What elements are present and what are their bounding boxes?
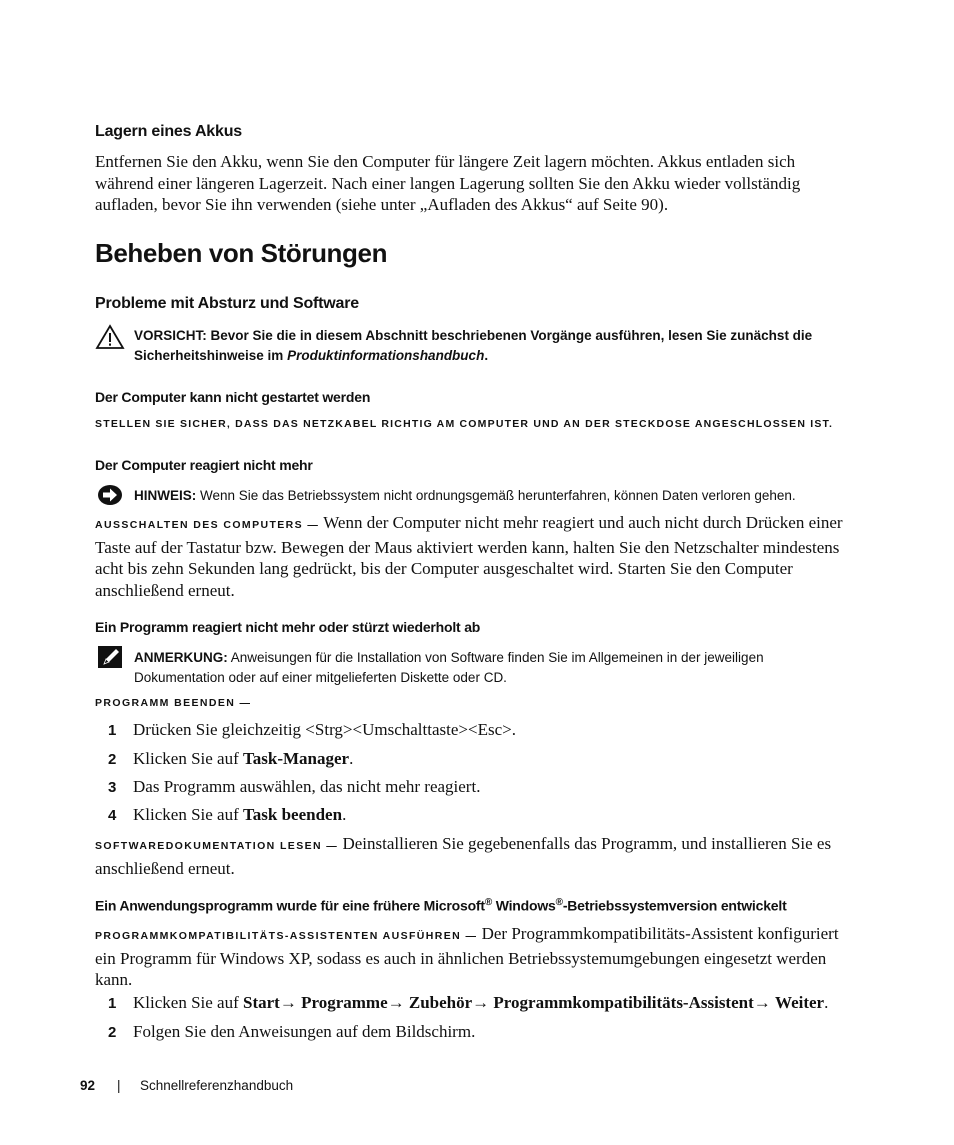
- note-label: ANMERKUNG:: [134, 650, 228, 665]
- step-period: .: [824, 993, 829, 1012]
- warning-triangle-icon: [95, 324, 125, 350]
- task-manager-label: Task-Manager: [243, 749, 350, 768]
- arrow-icon: →: [472, 993, 490, 1012]
- subheading-not-responding: Der Computer reagiert nicht mehr: [95, 457, 313, 473]
- wizard-text: Der Programmkompatibilitäts-Assistent konfiguriert ein Programm für Windows XP, sodass es auch in ähnlichen Betriebssystemumgebungen eingesetzt werden kann.: [95, 924, 839, 989]
- list-item: [0, 720, 954, 742]
- caution-label: VORSICHT:: [134, 328, 207, 343]
- step-period: .: [349, 749, 354, 768]
- note-pencil-icon: [97, 645, 123, 669]
- arrow-icon: →: [387, 993, 405, 1012]
- section-heading-battery-storage: Lagern eines Akkus: [95, 123, 242, 140]
- wizard-label: PROGRAMMKOMPATIBILITÄTS-ASSISTENTEN AUSFÜHREN —: [95, 930, 478, 942]
- menu-path-compat-wizard: Programmkompatibilitäts-Assistent: [493, 993, 754, 1012]
- registered-mark: ®: [555, 897, 563, 908]
- arrow-icon: →: [279, 993, 297, 1012]
- list-item: [0, 993, 954, 1015]
- subheading-no-start: Der Computer kann nicht gestartet werden: [95, 389, 371, 405]
- caution-italic-title: Produktinformationshandbuch: [287, 348, 485, 363]
- step-text: Folgen Sie den Anweisungen auf dem Bildschirm.: [133, 1022, 476, 1041]
- menu-path-accessories: Zubehör: [408, 993, 473, 1012]
- list-item: [0, 1022, 954, 1044]
- compat-heading-windows: Windows: [492, 897, 556, 914]
- no-start-instruction: STELLEN SIE SICHER, DASS DAS NETZKABEL RICHTIG AM COMPUTER UND AN DER STECKDOSE ANGESCHLOSSEN IST.: [95, 418, 834, 430]
- chapter-title: Beheben von Störungen: [95, 238, 388, 268]
- docs-label: SOFTWAREDOKUMENTATION LESEN —: [95, 840, 339, 852]
- compat-paragraph: [95, 923, 855, 991]
- step-text-prefix: Klicken Sie auf: [133, 993, 243, 1012]
- docs-text: Deinstallieren Sie gegebenenfalls das Programm, und installieren Sie es anschließend erneut.: [95, 834, 832, 878]
- step-number: 2: [108, 1024, 117, 1041]
- subheading-compatibility: [95, 897, 915, 914]
- page-number: 92: [80, 1078, 96, 1093]
- footer-separator: |: [117, 1078, 121, 1093]
- step-number: 3: [108, 779, 117, 796]
- section-heading-crash: Probleme mit Absturz und Software: [95, 295, 359, 312]
- step-text-prefix: Klicken Sie auf: [133, 805, 243, 824]
- step-number: 1: [108, 722, 117, 739]
- arrow-icon: →: [753, 993, 771, 1012]
- list-item: [0, 777, 954, 799]
- note-text: Anweisungen für die Installation von Software finden Sie im Allgemeinen in der jeweiligen Dokumentation oder auf einer mitgelieferten Diskette oder CD.: [134, 650, 764, 685]
- registered-mark: ®: [484, 897, 493, 908]
- menu-path-programs: Programme: [301, 993, 388, 1012]
- step-text-prefix: Klicken Sie auf: [133, 749, 243, 768]
- step-text: [133, 993, 828, 1013]
- shutdown-label: AUSSCHALTEN DES COMPUTERS —: [95, 519, 320, 531]
- subheading-program-crash: Ein Programm reagiert nicht mehr oder stürzt wiederholt ab: [95, 619, 481, 635]
- compat-heading-suffix: -Betriebssystemversion entwickelt: [562, 897, 787, 914]
- notice-data-loss: [134, 486, 874, 506]
- step-text: Drücken Sie gleichzeitig <Strg><Umschalttaste><Esc>.: [133, 720, 516, 739]
- step-text: [133, 805, 346, 825]
- footer-book-title: Schnellreferenzhandbuch: [140, 1078, 294, 1093]
- caution-text: Bevor Sie die in diesem Abschnitt beschriebenen Vorgänge ausführen, lesen Sie zunächst die Sicherheitshinweise im: [134, 328, 813, 363]
- notice-text: Wenn Sie das Betriebssystem nicht ordnungsgemäß herunterfahren, können Daten verloren gehen.: [200, 488, 796, 503]
- shutdown-paragraph: [95, 512, 855, 601]
- end-program-label: PROGRAMM BEENDEN —: [95, 697, 252, 709]
- step-text: Das Programm auswählen, das nicht mehr reagiert.: [133, 777, 481, 796]
- notice-label: HINWEIS:: [134, 488, 197, 503]
- caution-period: .: [484, 348, 489, 363]
- docs-paragraph: [95, 833, 855, 879]
- caution-notice: [134, 326, 854, 366]
- step-number: 2: [108, 751, 117, 768]
- step-period: .: [342, 805, 347, 824]
- list-item: [0, 749, 954, 771]
- notice-arrow-icon: [97, 484, 123, 506]
- step-text: [133, 749, 353, 769]
- step-number: 1: [108, 995, 117, 1012]
- battery-storage-paragraph: Entfernen Sie den Akku, wenn Sie den Computer für längere Zeit lagern möchten. Akkus entladen sich während einer längeren Lagerzeit. Nach einer langen Lagerung sollten Sie den Akku wieder vollständig aufladen, bevor Sie ihn verwenden (siehe unter „Aufladen des Akkus“ auf Seite 90).: [95, 152, 801, 214]
- list-item: [0, 805, 954, 827]
- menu-path-next: Weiter: [775, 993, 825, 1012]
- end-task-label: Task beenden: [243, 805, 343, 824]
- step-number: 4: [108, 807, 117, 824]
- shutdown-text: Wenn der Computer nicht mehr reagiert und auch nicht durch Drücken einer Taste auf der Tastatur bzw. Bewegen der Maus aktiviert werden kann, halten Sie den Netzschalter mindestens acht bis zehn Sekunden lang gedrückt, bis der Computer ausgeschaltet wird. Starten Sie den Computer anschließend erneut.: [95, 513, 843, 600]
- note-software-install: [134, 648, 854, 688]
- menu-path-start: Start: [243, 993, 280, 1012]
- compat-heading-text: Ein Anwendungsprogramm wurde für eine frühere Microsoft: [95, 897, 485, 914]
